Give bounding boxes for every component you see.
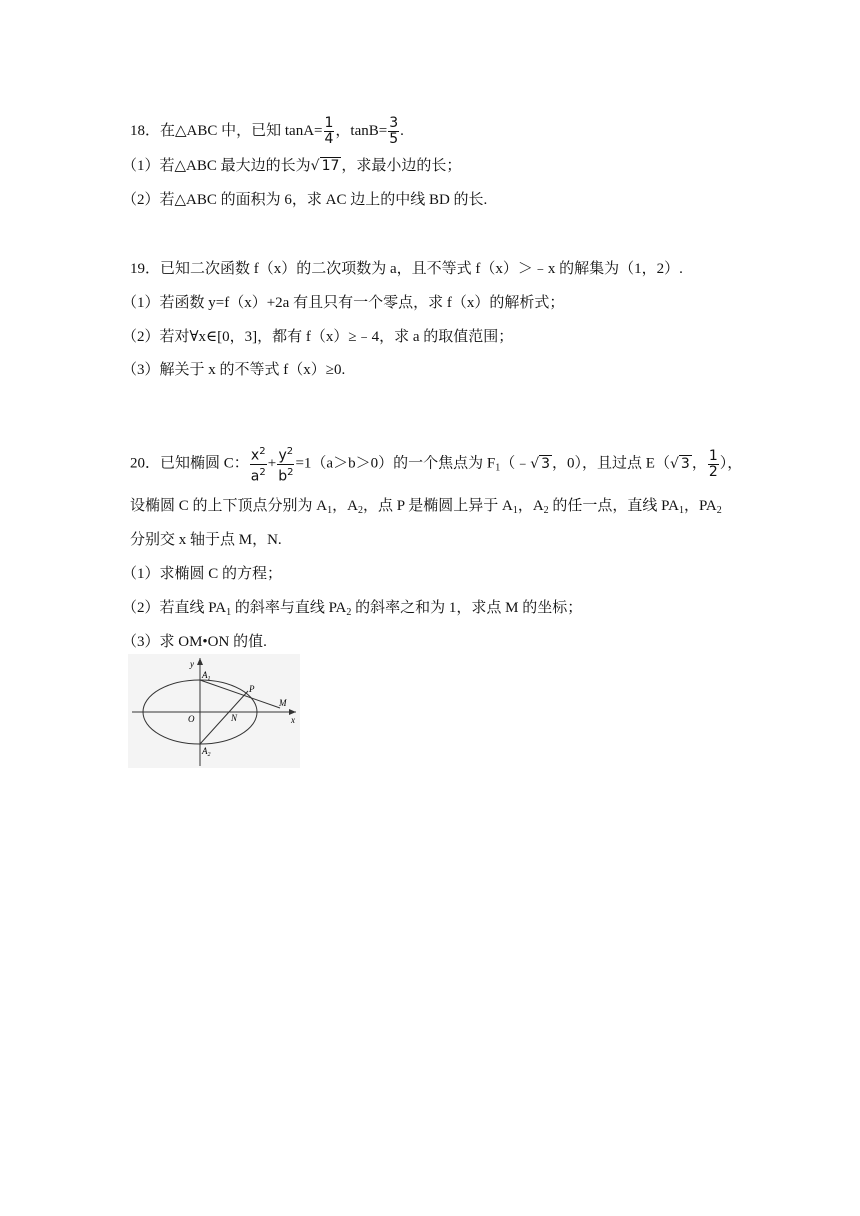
fraction-tanA: $\frac{1}{4}$: [324, 115, 334, 147]
x-label: x: [291, 715, 295, 725]
q20-line2: 设椭圆 C 的上下顶点分别为 $A_1$，$A_2$，点 P 是椭圆上异于 $A_1$，$A_2$ 的任一点，直线 $PA_1$，$PA_2$: [130, 498, 722, 516]
n-label: N: [231, 713, 238, 723]
figure-background: [128, 654, 300, 768]
q19-stem: 19．已知二次函数 f（x）的二次项数为 a，且不等式 f（x）＞﹣x 的解集为（1，2）.: [130, 261, 683, 277]
q19-part3: （3）解关于 x 的不等式 f（x）≥0.: [122, 362, 346, 378]
sqrt-3-point-e: √ 3: [669, 455, 690, 472]
q18-part2: （2）若△ABC 的面积为 6，求 AC 边上的中线 BD 的长.: [122, 192, 488, 208]
q18-part1: （1）若△ABC 最大边的长为√ 17 ，求最小边的长；: [122, 158, 462, 174]
m-label: M: [279, 698, 287, 708]
a2-label: $A_2$: [202, 746, 211, 758]
q19-part1: （1）若函数 y=f（x）+2a 有且只有一个零点，求 f（x）的解析式；: [122, 295, 565, 311]
ellipse-figure: [128, 654, 300, 768]
q20-part2: （2）若直线 $PA_1$ 的斜率与直线 $PA_2$ 的斜率之和为 1，求点 M 的坐标；: [122, 600, 583, 618]
q18-stem: 18．在△ABC 中，已知 tanA= $\frac{1}{4}$ ，tanB= $\frac{3}{5}$ .: [130, 115, 404, 147]
a1-label: $A_1$: [202, 670, 211, 682]
q20-stem: 20．已知椭圆 C： $\frac{x^2}{a^2}$ + $\frac{y^2}{b^2}$ =1（a＞b＞0）的一个焦点为 $F_1(﹣√$ 3 ，0），且过点 E（√ 3 ， $\frac{1}{2}$ ），: [130, 446, 743, 485]
q19-part2: （2）若对∀x∈[0，3]，都有 f（x）≥﹣4，求 a 的取值范围；: [122, 329, 514, 345]
q20-part1: （1）求椭圆 C 的方程；: [122, 566, 283, 582]
fraction-tanB: $\frac{3}{5}$: [389, 115, 399, 147]
q20-line3: 分别交 x 轴于点 M，N.: [130, 532, 282, 548]
p-label: P: [249, 684, 255, 694]
fraction-x2-a2: $\frac{x^2}{a^2}$: [250, 446, 266, 485]
origin-label: O: [188, 714, 195, 724]
sqrt-17: √ 17: [310, 158, 340, 174]
fraction-y2-b2: $\frac{y^2}{b^2}$: [278, 446, 294, 485]
fraction-one-half: $\frac{1}{2}$: [708, 447, 718, 480]
sqrt-3: √ 3: [530, 455, 551, 472]
q20-part3: （3）求 OM•ON 的值.: [122, 634, 267, 650]
y-label: y: [190, 659, 194, 669]
